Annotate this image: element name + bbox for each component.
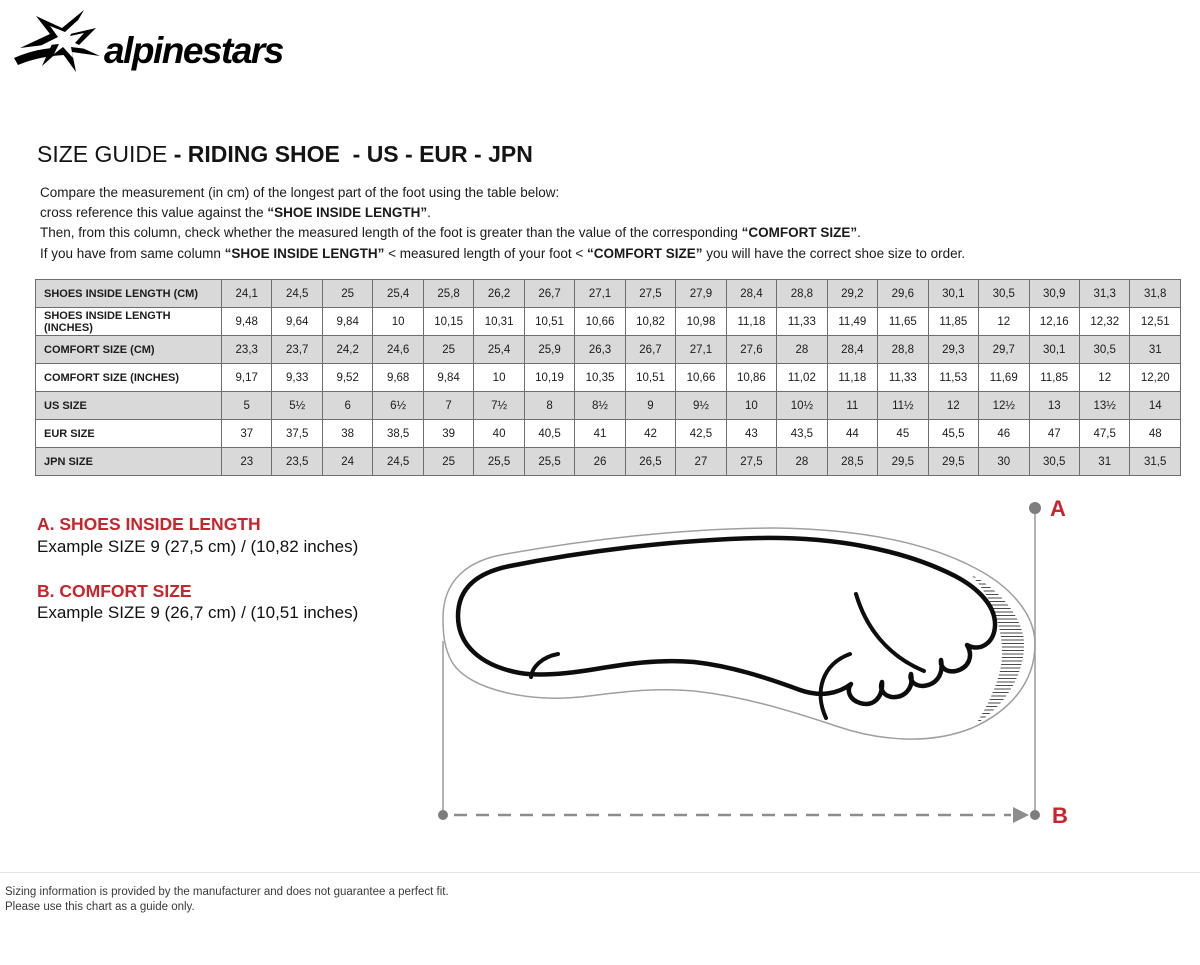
size-cell: 40 bbox=[474, 420, 524, 448]
toe-crease-line bbox=[856, 594, 924, 671]
alpinestars-logo bbox=[12, 6, 302, 76]
size-cell: 25,4 bbox=[373, 280, 423, 308]
table-row bbox=[36, 448, 1181, 476]
size-cell: 11,33 bbox=[878, 364, 928, 392]
size-cell: 23,3 bbox=[222, 336, 272, 364]
row-label: JPN SIZE bbox=[36, 448, 222, 476]
size-cell: 6½ bbox=[373, 392, 423, 420]
footer-disclaimer-line2: Please use this chart as a guide only. bbox=[5, 901, 195, 913]
size-cell: 10,51 bbox=[524, 308, 574, 336]
size-table-body bbox=[36, 280, 1181, 476]
legend-a-title: A. SHOES INSIDE LENGTH bbox=[37, 514, 261, 534]
size-cell: 37 bbox=[222, 420, 272, 448]
table-row bbox=[36, 308, 1181, 336]
size-cell: 12,16 bbox=[1029, 308, 1079, 336]
title-bold: - RIDING SHOE - US - EUR - JPN bbox=[173, 141, 533, 167]
table-row bbox=[36, 420, 1181, 448]
size-cell: 10 bbox=[474, 364, 524, 392]
intro-line-3: Then, from this column, check whether the measured length of the foot is greater than the value of the corresponding “COMFORT SIZE”. bbox=[40, 225, 861, 241]
table-row bbox=[36, 280, 1181, 308]
row-label: COMFORT SIZE (INCHES) bbox=[36, 364, 222, 392]
size-cell: 29,5 bbox=[878, 448, 928, 476]
size-cell: 12,51 bbox=[1130, 308, 1181, 336]
foot-diagram bbox=[430, 478, 1090, 838]
size-cell: 30,5 bbox=[1079, 336, 1129, 364]
size-cell: 45 bbox=[878, 420, 928, 448]
size-cell: 7½ bbox=[474, 392, 524, 420]
size-cell: 28,8 bbox=[878, 336, 928, 364]
table-row bbox=[36, 336, 1181, 364]
size-cell: 10,82 bbox=[625, 308, 675, 336]
size-cell: 11,53 bbox=[928, 364, 978, 392]
intro-line-2: cross reference this value against the “SHOE INSIDE LENGTH”. bbox=[40, 205, 431, 221]
size-cell: 25 bbox=[423, 336, 473, 364]
size-cell: 38,5 bbox=[373, 420, 423, 448]
size-cell: 9,84 bbox=[322, 308, 372, 336]
size-cell: 11,85 bbox=[1029, 364, 1079, 392]
size-cell: 10,35 bbox=[575, 364, 625, 392]
size-cell: 31 bbox=[1130, 336, 1181, 364]
size-cell: 26,7 bbox=[524, 280, 574, 308]
size-cell: 10 bbox=[726, 392, 776, 420]
size-cell: 25,5 bbox=[474, 448, 524, 476]
table-row bbox=[36, 392, 1181, 420]
size-cell: 31,3 bbox=[1079, 280, 1129, 308]
size-cell: 12½ bbox=[979, 392, 1029, 420]
size-cell: 29,3 bbox=[928, 336, 978, 364]
size-cell: 10,66 bbox=[575, 308, 625, 336]
legend-b-title: B. COMFORT SIZE bbox=[37, 581, 192, 601]
marker-b-label: B bbox=[1052, 803, 1068, 828]
size-cell: 31,5 bbox=[1130, 448, 1181, 476]
size-cell: 26,3 bbox=[575, 336, 625, 364]
size-cell: 10,31 bbox=[474, 308, 524, 336]
size-cell: 28,5 bbox=[827, 448, 877, 476]
size-cell: 30 bbox=[979, 448, 1029, 476]
brand-wordmark: alpinestars bbox=[104, 30, 283, 71]
size-cell: 39 bbox=[423, 420, 473, 448]
size-cell: 12 bbox=[928, 392, 978, 420]
size-cell: 42,5 bbox=[676, 420, 726, 448]
size-cell: 10,51 bbox=[625, 364, 675, 392]
size-cell: 27,1 bbox=[676, 336, 726, 364]
size-cell: 28 bbox=[777, 336, 827, 364]
size-cell: 10 bbox=[373, 308, 423, 336]
size-cell: 30,5 bbox=[1029, 448, 1079, 476]
size-cell: 40,5 bbox=[524, 420, 574, 448]
size-cell: 27,9 bbox=[676, 280, 726, 308]
title-regular: SIZE GUIDE bbox=[37, 141, 174, 167]
size-cell: 9,17 bbox=[222, 364, 272, 392]
size-cell: 7 bbox=[423, 392, 473, 420]
size-cell: 37,5 bbox=[272, 420, 322, 448]
size-cell: 26 bbox=[575, 448, 625, 476]
size-cell: 42 bbox=[625, 420, 675, 448]
size-cell: 29,6 bbox=[878, 280, 928, 308]
size-cell: 6 bbox=[322, 392, 372, 420]
size-cell: 11,18 bbox=[726, 308, 776, 336]
size-cell: 13½ bbox=[1079, 392, 1129, 420]
size-cell: 24,1 bbox=[222, 280, 272, 308]
size-cell: 11½ bbox=[878, 392, 928, 420]
size-cell: 47 bbox=[1029, 420, 1079, 448]
arrow-right-icon bbox=[1013, 807, 1029, 823]
size-cell: 12,32 bbox=[1079, 308, 1129, 336]
size-cell: 28,4 bbox=[726, 280, 776, 308]
size-cell: 10,19 bbox=[524, 364, 574, 392]
size-cell: 25,8 bbox=[423, 280, 473, 308]
size-cell: 27,5 bbox=[625, 280, 675, 308]
size-cell: 30,5 bbox=[979, 280, 1029, 308]
row-label: US SIZE bbox=[36, 392, 222, 420]
size-cell: 29,2 bbox=[827, 280, 877, 308]
size-cell: 27,6 bbox=[726, 336, 776, 364]
legend-b-example: Example SIZE 9 (26,7 cm) / (10,51 inches) bbox=[37, 603, 359, 622]
size-cell: 12,20 bbox=[1130, 364, 1181, 392]
size-cell: 9,84 bbox=[423, 364, 473, 392]
size-cell: 27,1 bbox=[575, 280, 625, 308]
size-cell: 28 bbox=[777, 448, 827, 476]
size-cell: 11,02 bbox=[777, 364, 827, 392]
size-cell: 8½ bbox=[575, 392, 625, 420]
size-cell: 5½ bbox=[272, 392, 322, 420]
size-cell: 29,7 bbox=[979, 336, 1029, 364]
size-cell: 44 bbox=[827, 420, 877, 448]
size-cell: 43,5 bbox=[777, 420, 827, 448]
size-cell: 23 bbox=[222, 448, 272, 476]
size-cell: 26,5 bbox=[625, 448, 675, 476]
intro-line-4: If you have from same column “SHOE INSIDE LENGTH” < measured length of your foot < “COMFORT SIZE” you will have the correct shoe size to order. bbox=[40, 245, 966, 261]
size-cell: 24,5 bbox=[272, 280, 322, 308]
size-cell: 11,49 bbox=[827, 308, 877, 336]
size-cell: 41 bbox=[575, 420, 625, 448]
size-cell: 9,68 bbox=[373, 364, 423, 392]
size-cell: 24 bbox=[322, 448, 372, 476]
size-cell: 12 bbox=[979, 308, 1029, 336]
size-cell: 43 bbox=[726, 420, 776, 448]
size-cell: 48 bbox=[1130, 420, 1181, 448]
size-cell: 11,69 bbox=[979, 364, 1029, 392]
size-cell: 25,5 bbox=[524, 448, 574, 476]
size-cell: 30,9 bbox=[1029, 280, 1079, 308]
row-label: COMFORT SIZE (CM) bbox=[36, 336, 222, 364]
marker-a-label: A bbox=[1050, 496, 1066, 521]
size-cell: 9,48 bbox=[222, 308, 272, 336]
size-cell: 14 bbox=[1130, 392, 1181, 420]
table-row bbox=[36, 364, 1181, 392]
marker-dot-a bbox=[1029, 502, 1041, 514]
size-cell: 30,1 bbox=[1029, 336, 1079, 364]
size-cell: 10,66 bbox=[676, 364, 726, 392]
size-cell: 31,8 bbox=[1130, 280, 1181, 308]
size-cell: 30,1 bbox=[928, 280, 978, 308]
size-cell: 11,33 bbox=[777, 308, 827, 336]
size-cell: 26,2 bbox=[474, 280, 524, 308]
foot-outline bbox=[458, 538, 995, 704]
footer-divider bbox=[0, 872, 1200, 873]
row-label: SHOES INSIDE LENGTH (CM) bbox=[36, 280, 222, 308]
row-label: SHOES INSIDE LENGTH (INCHES) bbox=[36, 308, 222, 336]
size-cell: 27,5 bbox=[726, 448, 776, 476]
size-cell: 23,7 bbox=[272, 336, 322, 364]
size-cell: 11,85 bbox=[928, 308, 978, 336]
size-cell: 31 bbox=[1079, 448, 1129, 476]
size-cell: 38 bbox=[322, 420, 372, 448]
size-cell: 23,5 bbox=[272, 448, 322, 476]
size-cell: 25,4 bbox=[474, 336, 524, 364]
size-cell: 9 bbox=[625, 392, 675, 420]
size-cell: 47,5 bbox=[1079, 420, 1129, 448]
size-cell: 27 bbox=[676, 448, 726, 476]
size-cell: 10,86 bbox=[726, 364, 776, 392]
size-cell: 28,4 bbox=[827, 336, 877, 364]
page-title bbox=[37, 141, 533, 168]
size-cell: 24,5 bbox=[373, 448, 423, 476]
size-cell: 9½ bbox=[676, 392, 726, 420]
size-cell: 29,5 bbox=[928, 448, 978, 476]
footer-disclaimer-line1: Sizing information is provided by the manufacturer and does not guarantee a perfect fit. bbox=[5, 886, 449, 898]
intro-line-1: Compare the measurement (in cm) of the longest part of the foot using the table below: bbox=[40, 185, 560, 200]
size-cell: 11,65 bbox=[878, 308, 928, 336]
size-cell: 26,7 bbox=[625, 336, 675, 364]
size-cell: 25,9 bbox=[524, 336, 574, 364]
size-cell: 10,98 bbox=[676, 308, 726, 336]
size-cell: 9,33 bbox=[272, 364, 322, 392]
legend-a-example: Example SIZE 9 (27,5 cm) / (10,82 inches) bbox=[37, 537, 359, 556]
intro-paragraph bbox=[40, 183, 965, 264]
marker-dot-b bbox=[1030, 810, 1040, 820]
row-label: EUR SIZE bbox=[36, 420, 222, 448]
size-cell: 5 bbox=[222, 392, 272, 420]
size-cell: 10½ bbox=[777, 392, 827, 420]
size-cell: 46 bbox=[979, 420, 1029, 448]
size-cell: 45,5 bbox=[928, 420, 978, 448]
size-cell: 28,8 bbox=[777, 280, 827, 308]
size-cell: 11,18 bbox=[827, 364, 877, 392]
size-cell: 10,15 bbox=[423, 308, 473, 336]
size-table bbox=[35, 279, 1181, 476]
marker-dot-left bbox=[438, 810, 448, 820]
size-cell: 12 bbox=[1079, 364, 1129, 392]
size-cell: 24,6 bbox=[373, 336, 423, 364]
size-cell: 24,2 bbox=[322, 336, 372, 364]
size-cell: 8 bbox=[524, 392, 574, 420]
size-cell: 9,52 bbox=[322, 364, 372, 392]
size-cell: 25 bbox=[423, 448, 473, 476]
size-cell: 13 bbox=[1029, 392, 1079, 420]
size-cell: 25 bbox=[322, 280, 372, 308]
size-cell: 11 bbox=[827, 392, 877, 420]
size-cell: 9,64 bbox=[272, 308, 322, 336]
